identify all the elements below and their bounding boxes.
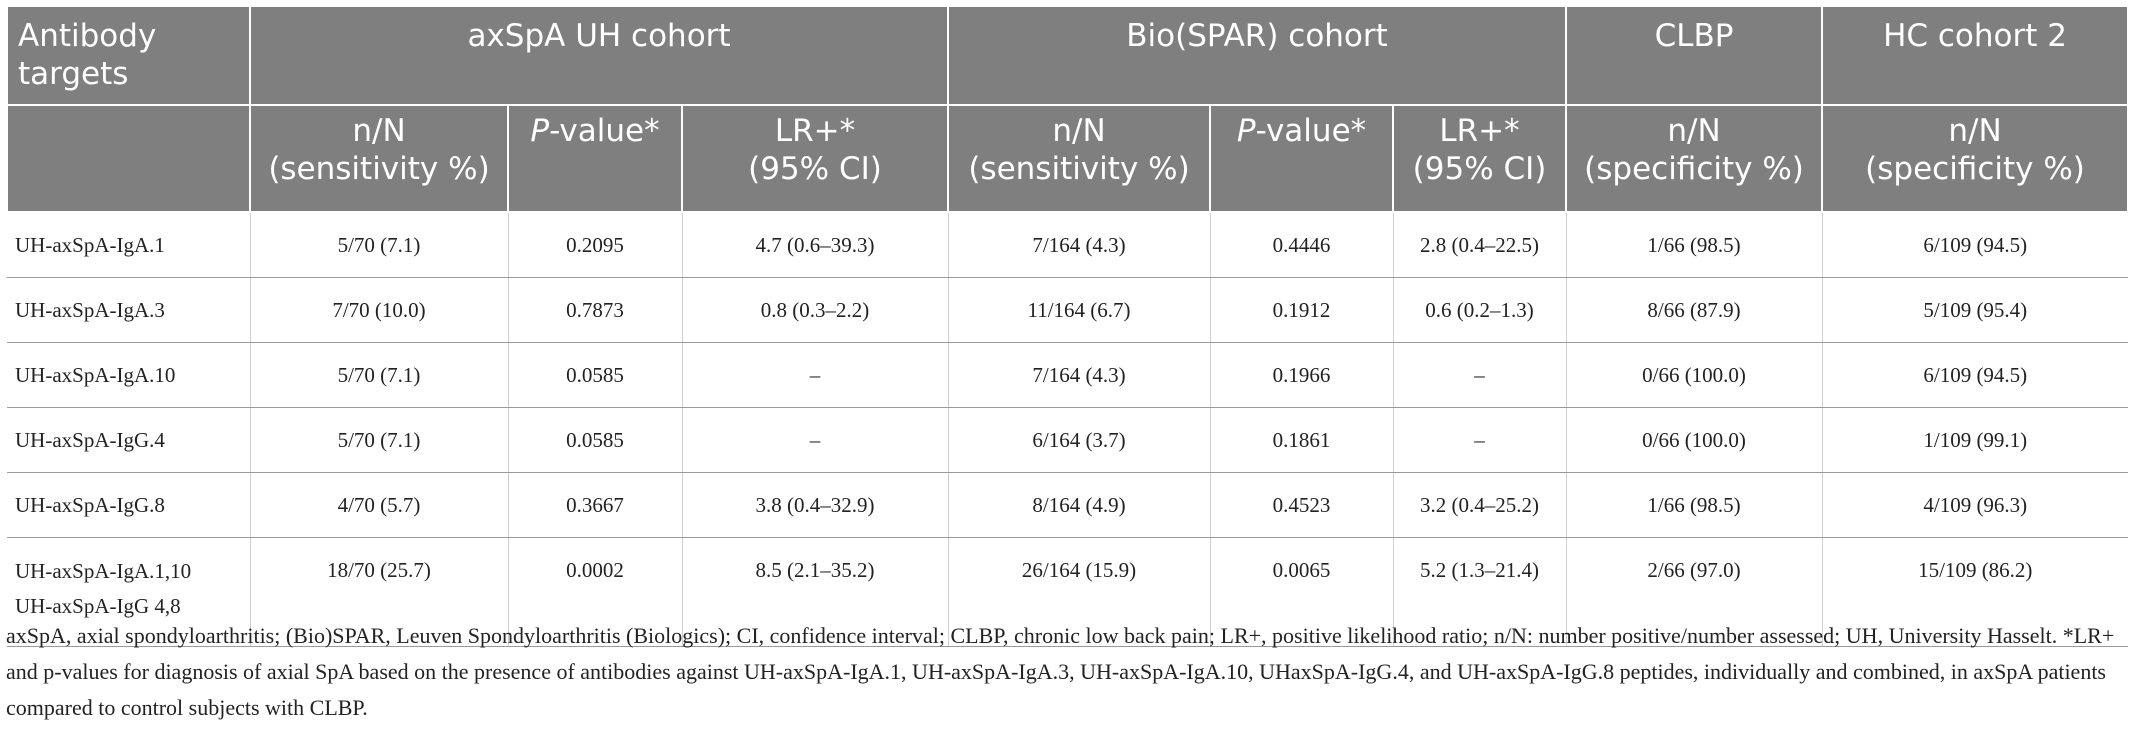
header-text-line: (sensitivity %) [968,151,1190,187]
cell-uh-sensitivity: 4/70 (5.7) [250,473,508,538]
table-footnote: axSpA, axial spondyloarthritis; (Bio)SPAR, Leuven Spondyloarthritis (Biologics); CI, confidence interval; CLBP, chronic low back pain; LR+, positive likelihood ratio; n/N: number positive/number assessed; UH, University Hasselt. *LR+ and p-values for diagnosis of axial SpA based on the presence of antibodies against UH-axSpA-IgA.1, UH-axSpA-IgA.3, UH-axSpA-IgA.10, UHaxSpA-IgG.4, and UH-axSpA-IgG.8 peptides, individually and combined, in axSpA patients compared to control subjects with CLBP. [6,623,2115,720]
cell-bio-sensitivity: 7/164 (4.3) [948,212,1210,278]
cell-bio-pvalue: 0.4523 [1210,473,1393,538]
cell-bio-pvalue: 0.1966 [1210,343,1393,408]
header-bio-sensitivity [948,105,1210,212]
header-text-italic: P [1236,113,1256,149]
cell-bio-lr: – [1393,408,1566,473]
cell-hc-specificity: 5/109 (95.4) [1822,278,2128,343]
header-bio-lr [1393,105,1566,212]
results-table-container [6,5,2127,647]
header-text-line: -value* [1255,113,1367,149]
header-text-line: (specificity %) [1865,151,2085,187]
cell-hc-specificity: 6/109 (94.5) [1822,212,2128,278]
cell-hc-specificity: 1/109 (99.1) [1822,408,2128,473]
header-text-line: -value* [549,113,660,149]
cell-uh-lr: 0.8 (0.3–2.2) [682,278,948,343]
header-text-line: n/N [1667,113,1721,149]
header-antibody-targets: Antibody targets [7,6,250,105]
cell-uh-pvalue: 0.0585 [508,343,682,408]
cell-hc-specificity: 4/109 (96.3) [1822,473,2128,538]
header-group-axspa-uh: axSpA UH cohort [250,6,948,105]
cell-antibody-target: UH-axSpA-IgA.3 [7,278,250,343]
header-text-line: (specificity %) [1584,151,1804,187]
cell-bio-sensitivity: 7/164 (4.3) [948,343,1210,408]
antibody-results-table [6,5,2129,647]
cell-uh-sensitivity: 5/70 (7.1) [250,212,508,278]
cell-clbp-specificity: 8/66 (87.9) [1566,278,1822,343]
cell-uh-sensitivity: 18/70 (25.7) [250,538,508,647]
table-row [7,473,2128,538]
cell-antibody-target: UH-axSpA-IgG.8 [7,473,250,538]
cell-bio-sensitivity: 8/164 (4.9) [948,473,1210,538]
cell-clbp-specificity: 2/66 (97.0) [1566,538,1822,647]
cell-bio-pvalue: 0.0065 [1210,538,1393,647]
cell-bio-sensitivity: 11/164 (6.7) [948,278,1210,343]
cell-bio-lr: 2.8 (0.4–22.5) [1393,212,1566,278]
cell-uh-sensitivity: 7/70 (10.0) [250,278,508,343]
cell-hc-specificity: 15/109 (86.2) [1822,538,2128,647]
cell-bio-sensitivity: 6/164 (3.7) [948,408,1210,473]
cell-uh-pvalue: 0.7873 [508,278,682,343]
cell-uh-pvalue: 0.0002 [508,538,682,647]
header-text-line: n/N [1052,113,1106,149]
combined-target-line: UH-axSpA-IgG 4,8 [15,594,181,618]
header-text-line: (sensitivity %) [268,151,490,187]
combined-target-line: UH-axSpA-IgA.1,10 [15,559,192,583]
header-group-clbp: CLBP [1566,6,1822,105]
cell-bio-pvalue: 0.4446 [1210,212,1393,278]
header-row-metrics [7,105,2128,212]
table-row [7,343,2128,408]
table-row [7,408,2128,473]
header-text-line: LR+* [1439,113,1520,149]
cell-antibody-target: UH-axSpA-IgA.10 [7,343,250,408]
cell-clbp-specificity: 1/66 (98.5) [1566,473,1822,538]
header-uh-lr [682,105,948,212]
header-text-line: (95% CI) [1412,151,1547,187]
cell-hc-specificity: 6/109 (94.5) [1822,343,2128,408]
header-bio-pvalue [1210,105,1393,212]
cell-uh-sensitivity: 5/70 (7.1) [250,408,508,473]
table-row [7,212,2128,278]
cell-clbp-specificity: 0/66 (100.0) [1566,408,1822,473]
cell-uh-pvalue: 0.2095 [508,212,682,278]
header-hc-specificity [1822,105,2128,212]
cell-bio-lr: 3.2 (0.4–25.2) [1393,473,1566,538]
table-row [7,278,2128,343]
cell-uh-pvalue: 0.0585 [508,408,682,473]
header-uh-pvalue [508,105,682,212]
cell-bio-lr: 0.6 (0.2–1.3) [1393,278,1566,343]
cell-bio-pvalue: 0.1861 [1210,408,1393,473]
cell-antibody-target: UH-axSpA-IgG.4 [7,408,250,473]
header-text-italic: P [530,113,550,149]
cell-bio-sensitivity: 26/164 (15.9) [948,538,1210,647]
cell-antibody-target: UH-axSpA-IgA.1 [7,212,250,278]
cell-bio-lr: 5.2 (1.3–21.4) [1393,538,1566,647]
header-text-line: n/N [352,113,406,149]
cell-bio-pvalue: 0.1912 [1210,278,1393,343]
header-text-line: n/N [1948,113,2002,149]
cell-uh-lr: 3.8 (0.4–32.9) [682,473,948,538]
cell-uh-sensitivity: 5/70 (7.1) [250,343,508,408]
cell-bio-lr: – [1393,343,1566,408]
cell-uh-pvalue: 0.3667 [508,473,682,538]
header-row-groups [7,6,2128,105]
cell-uh-lr: – [682,408,948,473]
cell-uh-lr: 8.5 (2.1–35.2) [682,538,948,647]
header-text-line: LR+* [774,113,856,149]
header-group-hc-cohort-2: HC cohort 2 [1822,6,2128,105]
header-group-bio-spar: Bio(SPAR) cohort [948,6,1566,105]
cell-uh-lr: 4.7 (0.6–39.3) [682,212,948,278]
cell-clbp-specificity: 0/66 (100.0) [1566,343,1822,408]
header-clbp-specificity [1566,105,1822,212]
header-uh-sensitivity [250,105,508,212]
header-empty-cell [7,105,250,212]
header-text-line: (95% CI) [748,151,882,187]
cell-uh-lr: – [682,343,948,408]
cell-clbp-specificity: 1/66 (98.5) [1566,212,1822,278]
